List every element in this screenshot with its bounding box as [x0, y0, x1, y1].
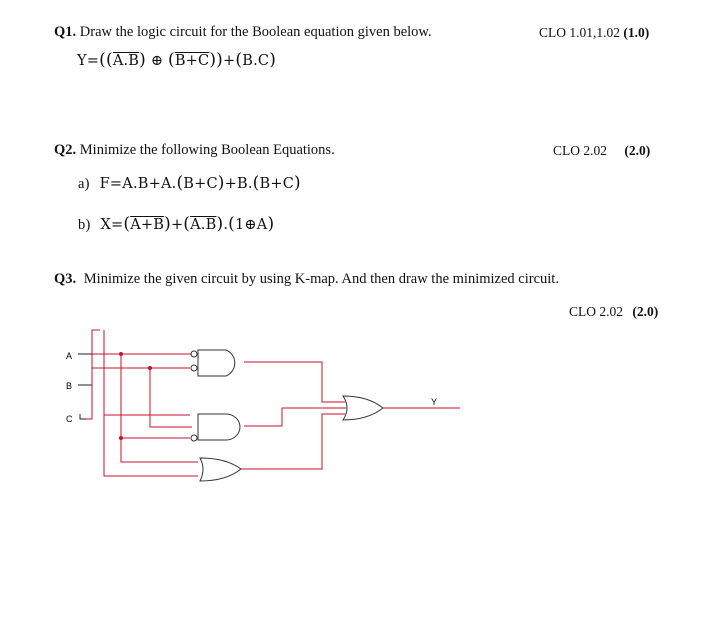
input-ticks: [78, 354, 92, 419]
and-gate-2-invert-bubble: [191, 435, 197, 441]
q1-eq-bc: B+C: [174, 53, 210, 69]
q3-number: Q3.: [54, 271, 77, 287]
output-y-label: Y: [431, 397, 438, 407]
q3-clo-code: CLO 2.02: [569, 304, 623, 319]
q2b-eq-2: A+B: [130, 217, 165, 233]
q1-text: Draw the logic circuit for the Boolean equation given below.: [79, 24, 432, 40]
q2b-eq-6: 1⊕A: [234, 217, 268, 233]
q2a-eq-3: +B.: [224, 176, 253, 192]
q2a-eq-4: B+C: [259, 176, 294, 192]
q2a-eq-1: F=A.B+A.: [99, 176, 177, 192]
q1-clo-code: CLO 1.01,1.02: [539, 25, 620, 40]
and-gate-2: [198, 414, 240, 440]
input-a-label: A: [66, 351, 73, 361]
q1-number: Q1.: [54, 24, 77, 40]
and-gate-1-invert-bubble: [191, 351, 197, 357]
q1-eq-y: Y=: [77, 53, 100, 69]
or-gate-small: [200, 458, 241, 481]
and-gate-1: [198, 350, 235, 376]
or-gate-output: [343, 396, 383, 420]
q1-eq-plus: +: [223, 53, 236, 69]
q1-eq-xor: ⊕: [150, 53, 164, 69]
junction-dots: [119, 352, 152, 440]
q2a-label: a): [78, 176, 90, 192]
q2b-label: b): [78, 217, 91, 233]
input-b-label: B: [66, 381, 73, 391]
q2a-equation: a) F=A.B+A.(B+C)+B.(B+C): [78, 173, 301, 193]
q2b-eq-5: .: [223, 217, 229, 233]
q3-text: Minimize the given circuit by using K-map. And then draw the minimized circuit.: [83, 271, 559, 287]
q2b-eq-1: X=: [100, 217, 124, 233]
and-gate-1-invert-bubble-2: [191, 365, 197, 371]
q2-number: Q2.: [54, 142, 77, 158]
q1-eq-bc2: B.C: [242, 53, 270, 69]
wires: [86, 330, 460, 476]
q2b-eq-3: +: [170, 217, 184, 233]
q1-marks: (1.0): [623, 25, 650, 40]
gates: [191, 350, 383, 481]
q2-clo-code: CLO 2.02: [553, 143, 607, 158]
q2-marks: (2.0): [624, 143, 651, 158]
q1-equation: Y=((A.B) ⊕ (B+C))+(B.C): [77, 50, 277, 70]
q2a-eq-2: B+C: [183, 176, 218, 192]
q2b-equation: b) X=(A+B)+(A.B).(1⊕A): [78, 214, 275, 234]
q2b-eq-4: A.B: [190, 217, 217, 233]
input-c-label: C: [66, 414, 73, 424]
q3-marks: (2.0): [632, 304, 659, 319]
q2-text: Minimize the following Boolean Equations.: [79, 142, 335, 158]
q1-eq-ab: A.B: [112, 53, 140, 69]
